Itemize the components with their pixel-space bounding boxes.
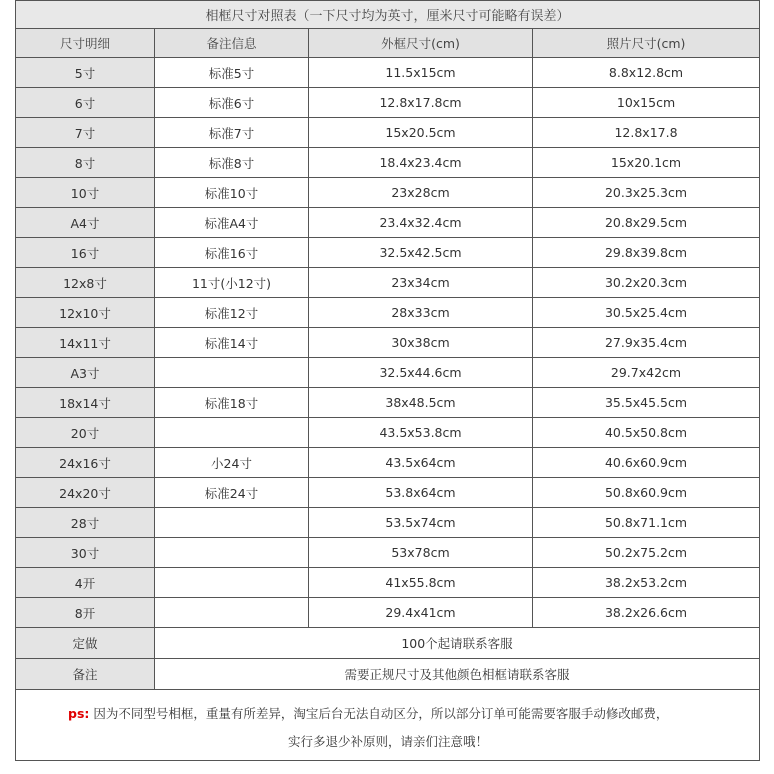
table-row: [16, 148, 760, 178]
photo-size-cell: 29.7x42cm: [533, 358, 760, 388]
size-cell: 4开: [16, 568, 155, 598]
photo-size-cell: 50.8x71.1cm: [533, 508, 760, 538]
size-cell: 30寸: [16, 538, 155, 568]
photo-size-cell: 15x20.1cm: [533, 148, 760, 178]
size-cell: A3寸: [16, 358, 155, 388]
table-row: [16, 508, 760, 538]
photo-size-cell: 12.8x17.8: [533, 118, 760, 148]
frame-size-cell: 41x55.8cm: [309, 568, 533, 598]
frame-size-cell: 38x48.5cm: [309, 388, 533, 418]
size-cell: 12x8寸: [16, 268, 155, 298]
table-row: [16, 418, 760, 448]
frame-size-cell: 15x20.5cm: [309, 118, 533, 148]
photo-size-cell: 20.8x29.5cm: [533, 208, 760, 238]
photo-size-cell: 27.9x35.4cm: [533, 328, 760, 358]
frame-size-cell: 53.8x64cm: [309, 478, 533, 508]
notes-row: [16, 690, 760, 761]
ps-prefix: ps:: [68, 705, 90, 721]
remark-cell: [155, 598, 309, 628]
frame-size-cell: 53x78cm: [309, 538, 533, 568]
table-row: [16, 358, 760, 388]
size-cell: 24x16寸: [16, 448, 155, 478]
frame-size-cell: 43.5x64cm: [309, 448, 533, 478]
custom-label: 定做: [16, 628, 155, 659]
notes-cell: [16, 690, 760, 761]
frame-size-cell: 29.4x41cm: [309, 598, 533, 628]
remark-row: [16, 659, 760, 690]
header-remark: 备注信息: [155, 29, 309, 58]
size-chart: [15, 0, 759, 761]
size-cell: 20寸: [16, 418, 155, 448]
photo-size-cell: 8.8x12.8cm: [533, 58, 760, 88]
size-cell: 24x20寸: [16, 478, 155, 508]
photo-size-cell: 29.8x39.8cm: [533, 238, 760, 268]
remark-cell: [155, 568, 309, 598]
header-row: [16, 29, 760, 58]
frame-size-cell: 12.8x17.8cm: [309, 88, 533, 118]
custom-value: 100个起请联系客服: [155, 628, 760, 659]
photo-size-cell: 38.2x53.2cm: [533, 568, 760, 598]
size-table: [15, 0, 760, 761]
frame-size-cell: 23x28cm: [309, 178, 533, 208]
frame-size-cell: 30x38cm: [309, 328, 533, 358]
size-cell: 7寸: [16, 118, 155, 148]
table-row: [16, 298, 760, 328]
size-cell: 8开: [16, 598, 155, 628]
size-cell: 6寸: [16, 88, 155, 118]
remark-cell: [155, 358, 309, 388]
photo-size-cell: 30.5x25.4cm: [533, 298, 760, 328]
table-row: [16, 598, 760, 628]
remark-cell: 标准18寸: [155, 388, 309, 418]
table-row: [16, 448, 760, 478]
table-row: [16, 88, 760, 118]
notes-line-2: 实行多退少补原则，请亲们注意哦！: [288, 733, 489, 749]
table-row: [16, 328, 760, 358]
table-title-row: [16, 1, 760, 29]
table-row: [16, 388, 760, 418]
photo-size-cell: 40.6x60.9cm: [533, 448, 760, 478]
remark-value: 需要正规尺寸及其他颜色相框请联系客服: [155, 659, 760, 690]
photo-size-cell: 38.2x26.6cm: [533, 598, 760, 628]
table-row: [16, 568, 760, 598]
photo-size-cell: 40.5x50.8cm: [533, 418, 760, 448]
notes-text-1: 因为不同型号相框，重量有所差异，淘宝后台无法自动区分，所以部分订单可能需要客服手动修改邮费，: [93, 705, 669, 721]
table-title: 相框尺寸对照表（一下尺寸均为英寸，厘米尺寸可能略有误差）: [16, 1, 760, 29]
frame-size-cell: 43.5x53.8cm: [309, 418, 533, 448]
size-cell: 28寸: [16, 508, 155, 538]
photo-size-cell: 30.2x20.3cm: [533, 268, 760, 298]
size-cell: 8寸: [16, 148, 155, 178]
remark-cell: [155, 418, 309, 448]
header-photo-size: 照片尺寸(cm): [533, 29, 760, 58]
remark-cell: 标准10寸: [155, 178, 309, 208]
size-cell: 16寸: [16, 238, 155, 268]
remark-cell: 标准5寸: [155, 58, 309, 88]
table-row: [16, 268, 760, 298]
remark-cell: 标准6寸: [155, 88, 309, 118]
photo-size-cell: 50.2x75.2cm: [533, 538, 760, 568]
frame-size-cell: 23x34cm: [309, 268, 533, 298]
frame-size-cell: 28x33cm: [309, 298, 533, 328]
photo-size-cell: 50.8x60.9cm: [533, 478, 760, 508]
remark-label: 备注: [16, 659, 155, 690]
size-rows: [16, 58, 760, 628]
frame-size-cell: 11.5x15cm: [309, 58, 533, 88]
remark-cell: [155, 538, 309, 568]
frame-size-cell: 53.5x74cm: [309, 508, 533, 538]
photo-size-cell: 20.3x25.3cm: [533, 178, 760, 208]
photo-size-cell: 10x15cm: [533, 88, 760, 118]
frame-size-cell: 32.5x44.6cm: [309, 358, 533, 388]
table-row: [16, 58, 760, 88]
remark-cell: 标准8寸: [155, 148, 309, 178]
header-size: 尺寸明细: [16, 29, 155, 58]
table-row: [16, 478, 760, 508]
table-row: [16, 178, 760, 208]
remark-cell: 标准7寸: [155, 118, 309, 148]
remark-cell: 标准A4寸: [155, 208, 309, 238]
size-cell: 14x11寸: [16, 328, 155, 358]
size-cell: 18x14寸: [16, 388, 155, 418]
remark-cell: 标准14寸: [155, 328, 309, 358]
size-cell: 5寸: [16, 58, 155, 88]
remark-cell: 标准24寸: [155, 478, 309, 508]
header-frame-size: 外框尺寸(cm): [309, 29, 533, 58]
frame-size-cell: 32.5x42.5cm: [309, 238, 533, 268]
size-cell: 10寸: [16, 178, 155, 208]
remark-cell: [155, 508, 309, 538]
table-row: [16, 118, 760, 148]
table-row: [16, 238, 760, 268]
custom-row: [16, 628, 760, 659]
size-cell: A4寸: [16, 208, 155, 238]
notes-line-1: [68, 695, 759, 728]
table-row: [16, 538, 760, 568]
remark-cell: 标准16寸: [155, 238, 309, 268]
remark-cell: 11寸(小12寸): [155, 268, 309, 298]
size-cell: 12x10寸: [16, 298, 155, 328]
photo-size-cell: 35.5x45.5cm: [533, 388, 760, 418]
remark-cell: 标准12寸: [155, 298, 309, 328]
frame-size-cell: 18.4x23.4cm: [309, 148, 533, 178]
remark-cell: 小24寸: [155, 448, 309, 478]
table-row: [16, 208, 760, 238]
frame-size-cell: 23.4x32.4cm: [309, 208, 533, 238]
